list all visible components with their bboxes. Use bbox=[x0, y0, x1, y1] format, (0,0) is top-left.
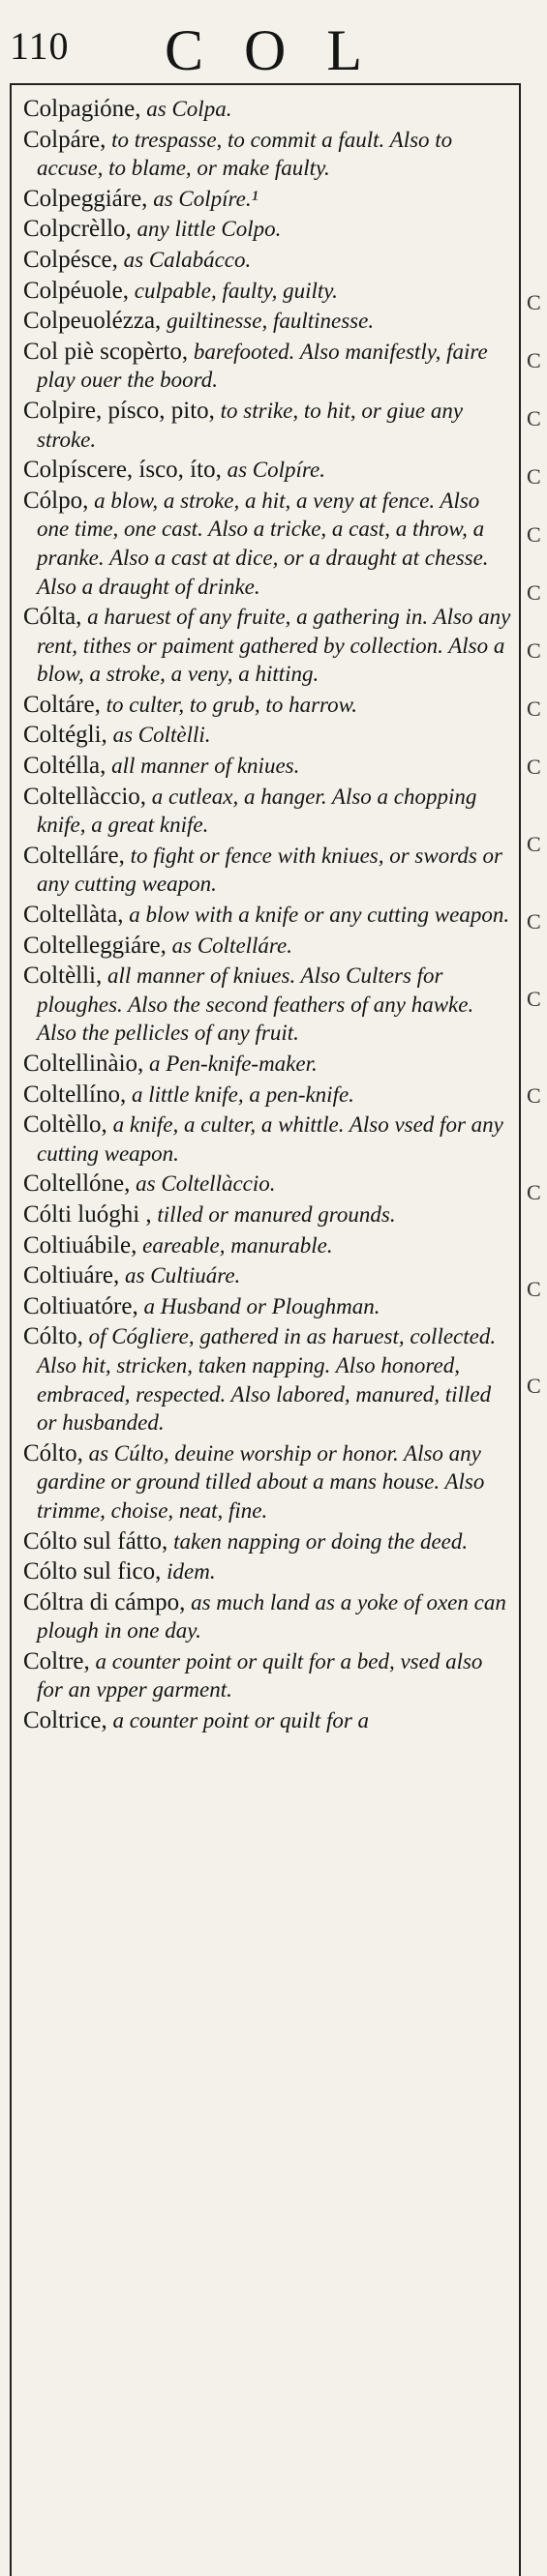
headword: Col piè scopèrto, bbox=[23, 338, 189, 365]
headword: Coltellàccio, bbox=[23, 783, 147, 810]
right-column-rule bbox=[519, 83, 521, 2576]
headword: Coltellóne, bbox=[23, 1170, 131, 1198]
headword: Coltèlli, bbox=[23, 962, 103, 990]
dictionary-entry bbox=[23, 1170, 512, 1199]
headword: Colpeggiáre, bbox=[23, 185, 148, 212]
definition: a haruest of any fruite, a gathering in. Also any rent, tithes or paiment gathered by collection. Also a blow, a stroke, a veny, a hitting. bbox=[37, 605, 511, 687]
definition: eareable, manurable. bbox=[137, 1232, 333, 1258]
dictionary-entry bbox=[23, 962, 512, 1048]
definition: a little knife, a pen-knife. bbox=[126, 1081, 354, 1107]
headword: Cólta, bbox=[23, 604, 82, 631]
definition: all manner of kniues. Also Culters for ploughes. Also the second feathers of any hawke. Also the pellicles of any fruit. bbox=[37, 963, 474, 1046]
dictionary-entry bbox=[23, 901, 512, 930]
headword: Coltáre, bbox=[23, 691, 101, 718]
entry-list bbox=[23, 95, 512, 1737]
page-number: 110 bbox=[10, 24, 70, 68]
dictionary-entry bbox=[23, 1110, 512, 1168]
dictionary-entry bbox=[23, 1231, 512, 1260]
dictionary-entry bbox=[23, 397, 512, 454]
definition: a Pen-knife-maker. bbox=[143, 1051, 318, 1076]
headword: Cólto sul fátto, bbox=[23, 1527, 168, 1554]
definition: to strike, to hit, or giue any stroke. bbox=[37, 398, 464, 452]
edge-mark: C bbox=[527, 832, 541, 856]
dictionary-entry bbox=[23, 932, 512, 961]
definition: as Colpíre. bbox=[221, 458, 325, 483]
top-rule bbox=[10, 83, 521, 85]
definition: to fight or fence with kniues, or swords or any cutting weapon. bbox=[37, 843, 502, 897]
headword: Coltégli, bbox=[23, 722, 107, 749]
headword: Cólti luóghi , bbox=[23, 1200, 152, 1228]
dictionary-entry bbox=[23, 246, 512, 275]
edge-mark: C bbox=[527, 522, 541, 547]
headword: Colpáre, bbox=[23, 126, 106, 153]
definition: as much land as a yoke of oxen can plough in one day. bbox=[37, 1589, 506, 1643]
edge-mark: C bbox=[527, 1180, 541, 1204]
edge-mark: C bbox=[527, 696, 541, 721]
headword: Colpagióne, bbox=[23, 96, 141, 122]
dictionary-entry bbox=[23, 1588, 512, 1645]
dictionary-entry bbox=[23, 126, 512, 183]
edge-mark: C bbox=[527, 464, 541, 489]
definition: a blow with a knife or any cutting weapon. bbox=[123, 903, 510, 928]
dictionary-entry bbox=[23, 456, 512, 485]
dictionary-entry bbox=[23, 1439, 512, 1525]
headword: Cólpo, bbox=[23, 487, 89, 514]
dictionary-entry bbox=[23, 1261, 512, 1290]
definition: to trespasse, to commit a fault. Also to accuse, to blame, or make faulty. bbox=[37, 127, 453, 181]
headword: Coltrice, bbox=[23, 1707, 107, 1734]
definition: a blow, a stroke, a hit, a veny at fence. Also one time, one cast. Also a tricke, a cast, a throw, a pranke. Also a cast at dice, or a draught at chesse. Also a draught of drinke. bbox=[37, 488, 489, 599]
definition: all manner of kniues. bbox=[106, 754, 300, 779]
headword: Coltèllo, bbox=[23, 1111, 107, 1139]
definition: as Coltelláre. bbox=[166, 933, 292, 958]
edge-mark: C bbox=[527, 755, 541, 779]
definition: as Cúlto, deuine worship or honor. Also any gardine or ground tilled about a mans house. Also trimme, choise, neat, fine. bbox=[37, 1440, 485, 1523]
running-head: COL bbox=[165, 18, 403, 82]
headword: Colpésce, bbox=[23, 246, 118, 273]
dictionary-entry bbox=[23, 1706, 512, 1735]
headword: Cólto sul fico, bbox=[23, 1558, 162, 1585]
dictionary-entry bbox=[23, 721, 512, 750]
headword: Coltiuábile, bbox=[23, 1231, 137, 1258]
definition: as Colpíre.¹ bbox=[147, 186, 258, 211]
definition: culpable, faulty, guilty. bbox=[129, 278, 338, 303]
definition: as Colpa. bbox=[140, 97, 232, 121]
edge-mark: C bbox=[527, 909, 541, 933]
edge-mark: C bbox=[527, 987, 541, 1011]
headword: Colpéuole, bbox=[23, 277, 130, 304]
definition: a Husband or Ploughman. bbox=[137, 1293, 380, 1318]
edge-mark: C bbox=[527, 1374, 541, 1398]
definition: as Coltellàccio. bbox=[130, 1171, 276, 1197]
definition: as Coltèlli. bbox=[106, 723, 211, 748]
dictionary-entry bbox=[23, 1292, 512, 1321]
definition: of Cógliere, gathered in as haruest, collected. Also hit, stricken, taken napping. Also honored, embraced, respected. Also labored, manured, tilled or husbanded. bbox=[37, 1324, 497, 1436]
dictionary-entry bbox=[23, 1322, 512, 1436]
definition: guiltinesse, faultinesse. bbox=[161, 309, 375, 334]
edge-mark: C bbox=[527, 1083, 541, 1108]
edge-mark: C bbox=[527, 406, 541, 430]
dictionary-entry bbox=[23, 185, 512, 214]
definition: a counter point or quilt for a bbox=[106, 1708, 370, 1733]
dictionary-entry bbox=[23, 215, 512, 244]
left-column-rule bbox=[10, 83, 12, 2576]
headword: Coltellinàio, bbox=[23, 1051, 144, 1077]
edge-mark: C bbox=[527, 638, 541, 663]
definition: a knife, a culter, a whittle. Also vsed for any cutting weapon. bbox=[37, 1112, 503, 1166]
dictionary-entry bbox=[23, 1050, 512, 1079]
headword: Colpeuolézza, bbox=[23, 308, 162, 335]
headword: Coltelláre, bbox=[23, 842, 125, 869]
definition: as Cultiuáre. bbox=[119, 1263, 241, 1288]
headword: Coltellàta, bbox=[23, 902, 124, 929]
definition: idem. bbox=[161, 1559, 216, 1584]
definition: a counter point or quilt for a bed, vsed also for an vpper garment. bbox=[37, 1648, 483, 1703]
dictionary-entry bbox=[23, 783, 512, 840]
dictionary-entry bbox=[23, 1647, 512, 1704]
headword: Coltiuatóre, bbox=[23, 1292, 138, 1319]
dictionary-entry bbox=[23, 691, 512, 720]
headword: Coltiuáre, bbox=[23, 1262, 120, 1289]
dictionary-entry bbox=[23, 603, 512, 689]
headword: Coltre, bbox=[23, 1647, 90, 1674]
definition: taken napping or doing the deed. bbox=[167, 1528, 469, 1554]
dictionary-entry bbox=[23, 338, 512, 395]
definition: any little Colpo. bbox=[131, 217, 282, 242]
headword: Cólto, bbox=[23, 1439, 83, 1466]
headword: Coltélla, bbox=[23, 753, 106, 780]
dictionary-entry bbox=[23, 1557, 512, 1586]
dictionary-entry bbox=[23, 307, 512, 336]
dictionary-entry bbox=[23, 752, 512, 781]
dictionary-entry bbox=[23, 487, 512, 601]
definition: tilled or manured grounds. bbox=[151, 1201, 396, 1227]
headword: Coltelleggiáre, bbox=[23, 932, 167, 959]
edge-mark: C bbox=[527, 580, 541, 605]
headword: Cólto, bbox=[23, 1323, 83, 1350]
dictionary-entry bbox=[23, 842, 512, 899]
edge-mark: C bbox=[527, 290, 541, 314]
adjacent-column-edge bbox=[527, 290, 546, 1741]
definition: barefooted. Also manifestly, faire play ouer the boord. bbox=[37, 339, 488, 393]
edge-mark: C bbox=[527, 348, 541, 372]
headword: Colpcrèllo, bbox=[23, 216, 132, 243]
dictionary-entry bbox=[23, 95, 512, 124]
definition: a cutleax, a hanger. Also a chopping knife, a great knife. bbox=[37, 784, 477, 838]
dictionary-entry bbox=[23, 1200, 512, 1229]
dictionary-entry bbox=[23, 1527, 512, 1556]
dictionary-entry bbox=[23, 1081, 512, 1110]
headword: Cóltra di cámpo, bbox=[23, 1588, 186, 1615]
definition: as Calabácco. bbox=[117, 247, 252, 272]
dictionary-entry bbox=[23, 277, 512, 306]
headword: Colpire, písco, pito, bbox=[23, 397, 215, 424]
headword: Colpíscere, ísco, íto, bbox=[23, 457, 222, 484]
definition: to culter, to grub, to harrow. bbox=[100, 692, 357, 717]
page-header bbox=[0, 0, 547, 89]
edge-mark: C bbox=[527, 1277, 541, 1301]
headword: Coltellíno, bbox=[23, 1081, 127, 1108]
